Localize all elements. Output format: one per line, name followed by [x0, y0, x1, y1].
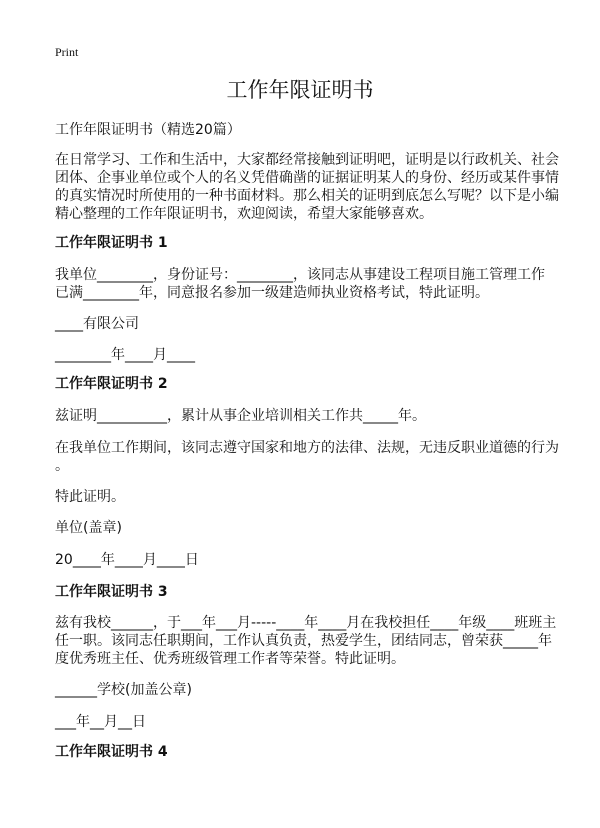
section-3-body-line: 度优秀班主任、优秀班级管理工作者等荣誉。特此证明。: [55, 651, 405, 667]
section-3-body-line: 任一职。该同志任职期间，工作认真负责，热爱学生，团结同志，曾荣获_____年: [55, 633, 552, 649]
print-link[interactable]: Print: [55, 45, 79, 59]
subtitle: 工作年限证明书（精选20篇）: [55, 122, 241, 138]
section-3-date: ___年__月__日: [55, 714, 146, 730]
section-3-body-line: 兹有我校______，于___年___月-----____年____月在我校担任____年级____班班主: [55, 615, 557, 631]
intro-line: 精心整理的工作年限证明书，欢迎阅读，希望大家能够喜欢。: [55, 206, 433, 222]
section-heading-2: 工作年限证明书 2: [55, 376, 168, 392]
section-2-line: 特此证明。: [55, 489, 125, 505]
intro-line: 团体、企事业单位或个人的名义凭借确凿的证据证明某人的身份、经历或某件事情: [55, 170, 559, 186]
section-2-date: 20____年____月____日: [55, 552, 199, 568]
section-3-school: ______学校(加盖公章): [55, 682, 192, 698]
intro-line: 的真实情况时所使用的一种书面材料。那么相关的证明到底怎么写呢？以下是小编: [55, 188, 559, 204]
page-title: 工作年限证明书: [226, 78, 374, 102]
section-1-body-line: 我单位________，身份证号：________，该同志从事建设工程项目施工管理工作: [55, 267, 545, 283]
section-1-company: ____有限公司: [55, 316, 139, 332]
section-heading-1: 工作年限证明书 1: [55, 235, 168, 251]
section-heading-4: 工作年限证明书 4: [55, 744, 168, 760]
section-1-body-line: 已满________年，同意报名参加一级建造师执业资格考试，特此证明。: [55, 285, 489, 301]
section-2-line: 在我单位工作期间，该同志遵守国家和地方的法律、法规，无违反职业道德的行为: [55, 440, 559, 456]
section-heading-3: 工作年限证明书 3: [55, 584, 168, 600]
section-2-unit: 单位(盖章): [55, 520, 122, 536]
section-1-date: ________年____月____: [55, 347, 195, 363]
section-2-line-tail: 。: [55, 458, 69, 474]
intro-line: 在日常学习、工作和生活中，大家都经常接触到证明吧，证明是以行政机关、社会: [55, 152, 559, 168]
section-2-line: 兹证明__________，累计从事企业培训相关工作共_____年。: [55, 408, 426, 424]
